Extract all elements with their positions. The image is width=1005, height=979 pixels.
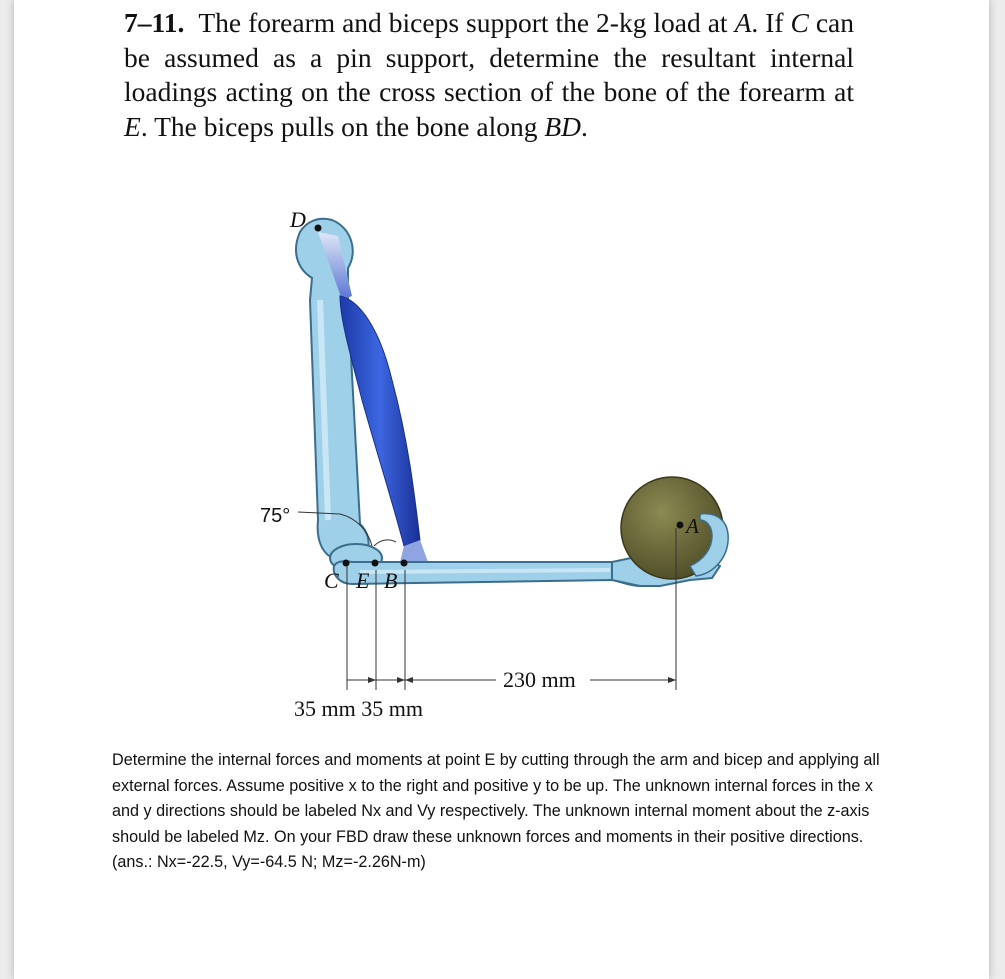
- point-C-marker: [343, 560, 350, 567]
- label-A: A: [686, 514, 699, 538]
- angle-arc: [374, 540, 396, 546]
- dimension-35mm-35mm: 35 mm 35 mm: [294, 696, 423, 721]
- problem-number: 7–11.: [124, 7, 185, 38]
- forearm-highlight: [360, 570, 610, 572]
- problem-statement: 7–11. The forearm and biceps support the 2-kg load at A. If C can be assumed as a pin support, determine the resultant internal loadings acting on the cross section of the bone of the forearm at E. The biceps pulls on the bone along BD.: [124, 7, 854, 142]
- label-D: D: [290, 207, 306, 232]
- label-C: C: [324, 568, 339, 593]
- angle-label: 75°: [260, 505, 291, 527]
- point-B-marker: [401, 560, 408, 567]
- point-E-marker: [372, 560, 379, 567]
- point-A-marker: [677, 522, 684, 529]
- point-D-marker: [315, 225, 322, 232]
- label-E: E: [356, 568, 370, 593]
- dimension-230mm: 230 mm: [503, 667, 576, 692]
- label-B: B: [384, 568, 398, 593]
- instructions-text: Determine the internal forces and moments at point E by cutting through the arm and bicep and applying all external forces. Assume positive x to the right and positive y to be up. The unknown internal forces in the x and y directions should be labeled Nx and Vy respectively. The unknown internal moment about the z-axis should be labeled Mz. On your FBD draw these unknown forces and moments in their positive directions. (ans.: Nx=-22.5, Vy=-64.5 N; Mz=-2.26N-m): [112, 751, 880, 871]
